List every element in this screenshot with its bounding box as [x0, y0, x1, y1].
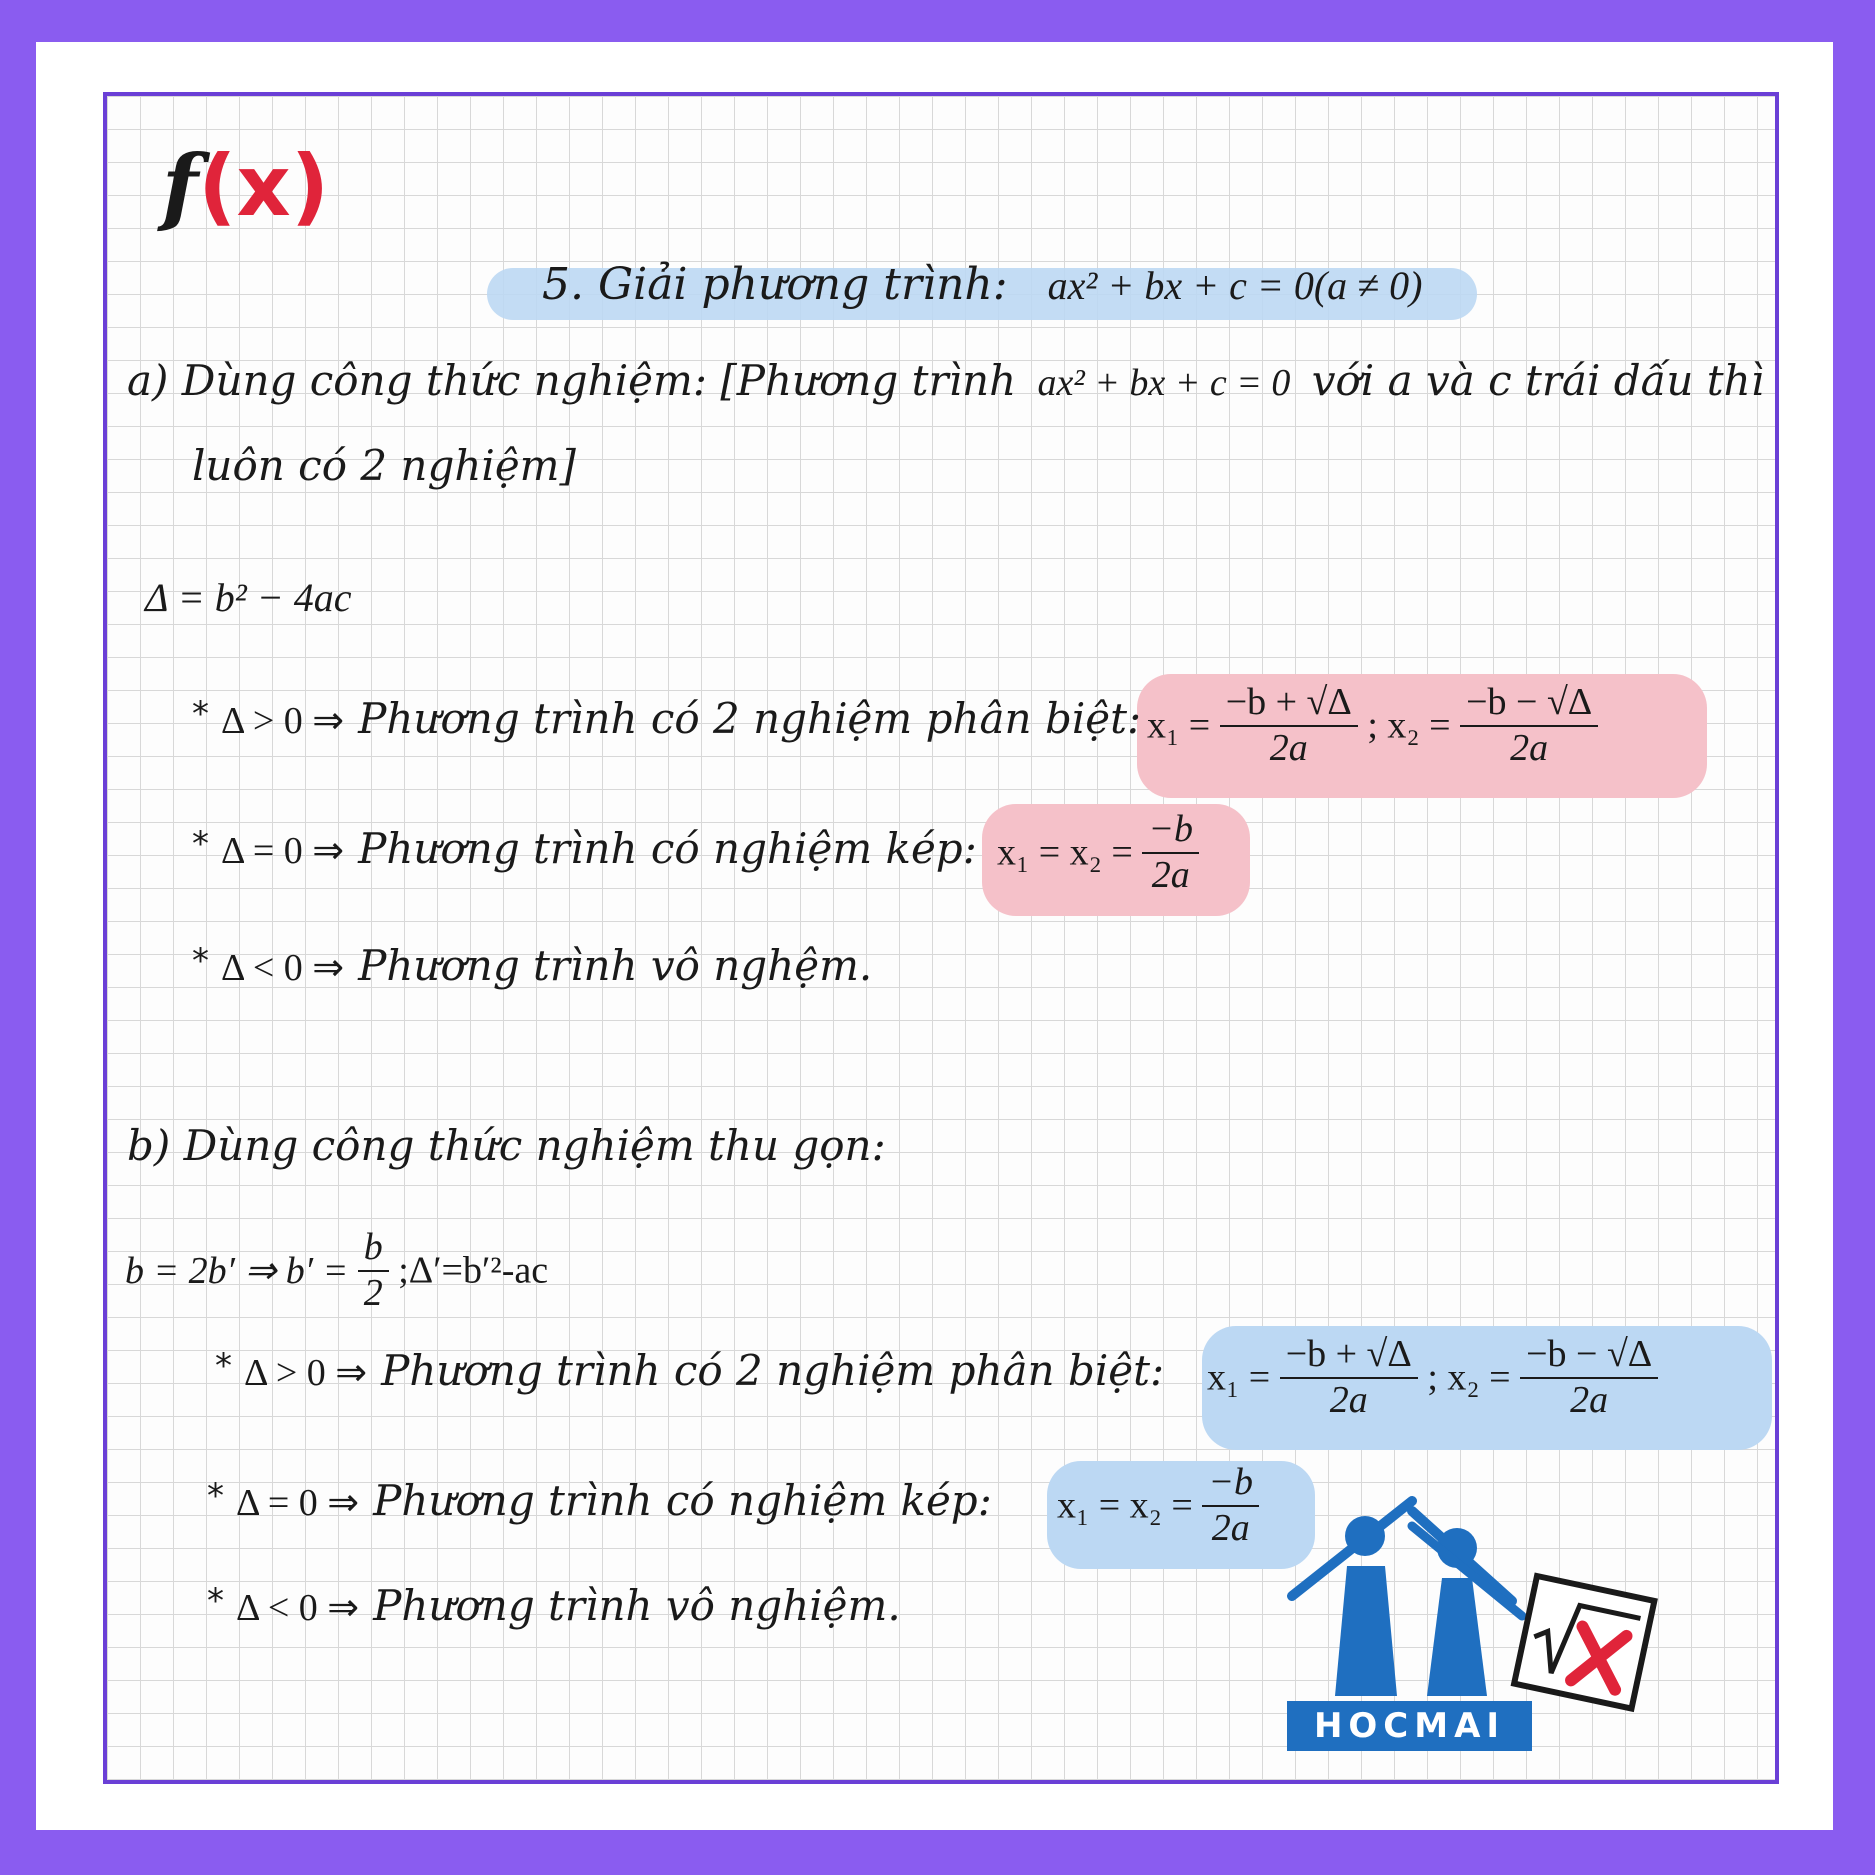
case-b-zero: * Δ = 0 ⇒ Phương trình có nghiệm kép:	[207, 1476, 992, 1525]
formula-b2: x₁ = x₂ = $\frac{-b}{2a}$	[1057, 1461, 1259, 1550]
formula-a2: x₁ = x₂ = $\frac{-b}{2a}$	[997, 808, 1199, 897]
hocmai-wordmark: HOCMAI	[1313, 1706, 1506, 1746]
b-prime-definition: b = 2b′ ⇒ b′ = $\frac{b}{2}$ ;Δ′=b′²-ac	[125, 1226, 549, 1314]
case-b-negative: * Δ < 0 ⇒ Phương trình vô nghiệm.	[207, 1581, 901, 1630]
delta-definition: Δ = b² − 4ac	[145, 575, 352, 620]
formula-b1: x₁ = $\frac{-b + √\Delta}{2a}$ ; x₂ = $\frac{-b - √\Delta}{2a}$	[1207, 1333, 1658, 1422]
case-a-negative: * Δ < 0 ⇒ Phương trình vô nghệm.	[192, 941, 873, 990]
case-b-positive: * Δ > 0 ⇒ Phương trình có 2 nghiệm phân biệt:	[215, 1346, 1165, 1395]
fx-logo: f(x)	[162, 136, 330, 235]
section-b-heading: b) Dùng công thức nghiệm thu gọn:	[127, 1121, 886, 1170]
section-a-heading: a) Dùng công thức nghiệm: [Phương trình ax² + bx + c = 0 với a và c trái dấu thì	[127, 356, 1765, 405]
grid-page	[103, 92, 1779, 1784]
case-a-zero: * Δ = 0 ⇒ Phương trình có nghiệm kép:	[192, 824, 977, 873]
formula-a1: x₁ = $\frac{-b + √\Delta}{2a}$ ; x₂ = $\frac{-b - √\Delta}{2a}$	[1147, 681, 1598, 770]
section-title: 5. Giải phương trình: ax² + bx + c = 0(a ≠ 0)	[542, 259, 1423, 310]
hocmai-logo	[1287, 1486, 1687, 1784]
section-a-heading-cont: luôn có 2 nghiệm]	[192, 441, 576, 490]
case-a-positive: * Δ > 0 ⇒ Phương trình có 2 nghiệm phân biệt:	[192, 694, 1142, 743]
